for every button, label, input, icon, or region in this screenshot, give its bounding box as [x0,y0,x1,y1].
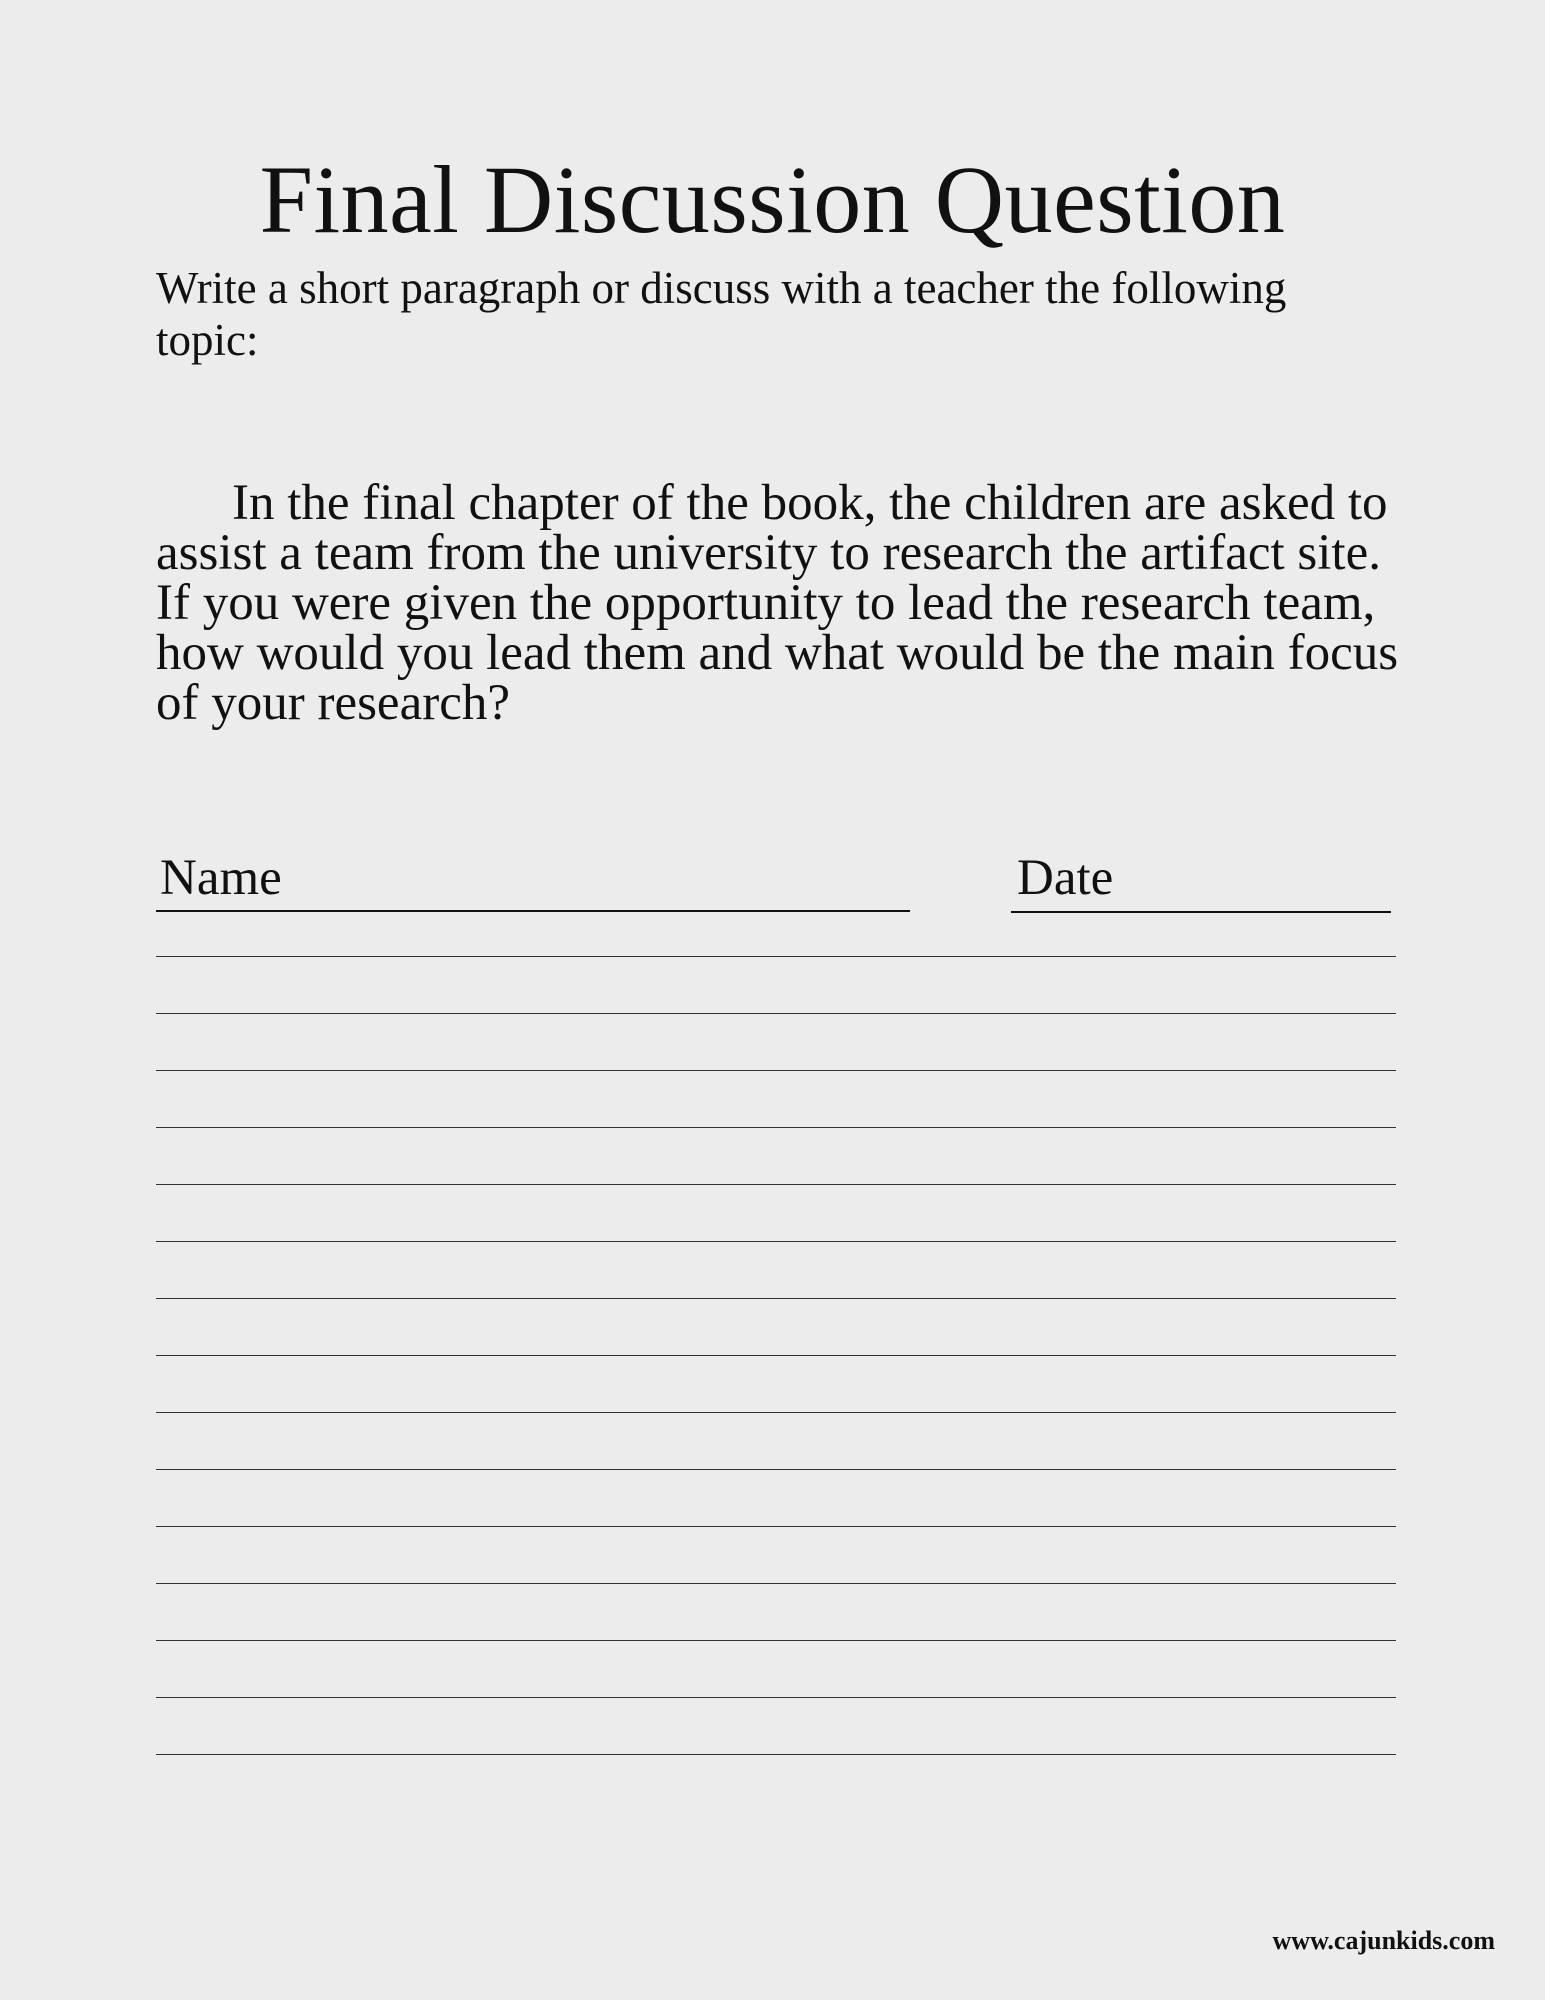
writing-line [156,1013,1396,1014]
writing-line [156,1298,1396,1299]
writing-line [156,956,1396,957]
writing-line [156,1469,1396,1470]
writing-line [156,1070,1396,1071]
writing-line [156,1583,1396,1584]
date-field-line[interactable] [1011,911,1391,913]
writing-line [156,1754,1396,1755]
name-field-line[interactable] [156,910,910,912]
writing-line [156,1526,1396,1527]
writing-line [156,1127,1396,1128]
date-label: Date [1017,850,1114,906]
writing-line [156,1355,1396,1356]
writing-line [156,1241,1396,1242]
instructions-text: Write a short paragraph or discuss with a teacher the following topic: [156,263,1287,365]
writing-line [156,1184,1396,1185]
writing-line [156,1640,1396,1641]
page-title: Final Discussion Question [259,146,1286,253]
discussion-prompt: In the final chapter of the book, the children are asked to assist a team from the university to research the artifact site. If you were given the opportunity to lead the research team, how would you lead them and what would be the main focus of your research? [156,475,1399,731]
writing-line [156,1697,1396,1698]
writing-line [156,1412,1396,1413]
name-label: Name [160,850,282,906]
website-footer: www.cajunkids.com [1272,1926,1495,1955]
